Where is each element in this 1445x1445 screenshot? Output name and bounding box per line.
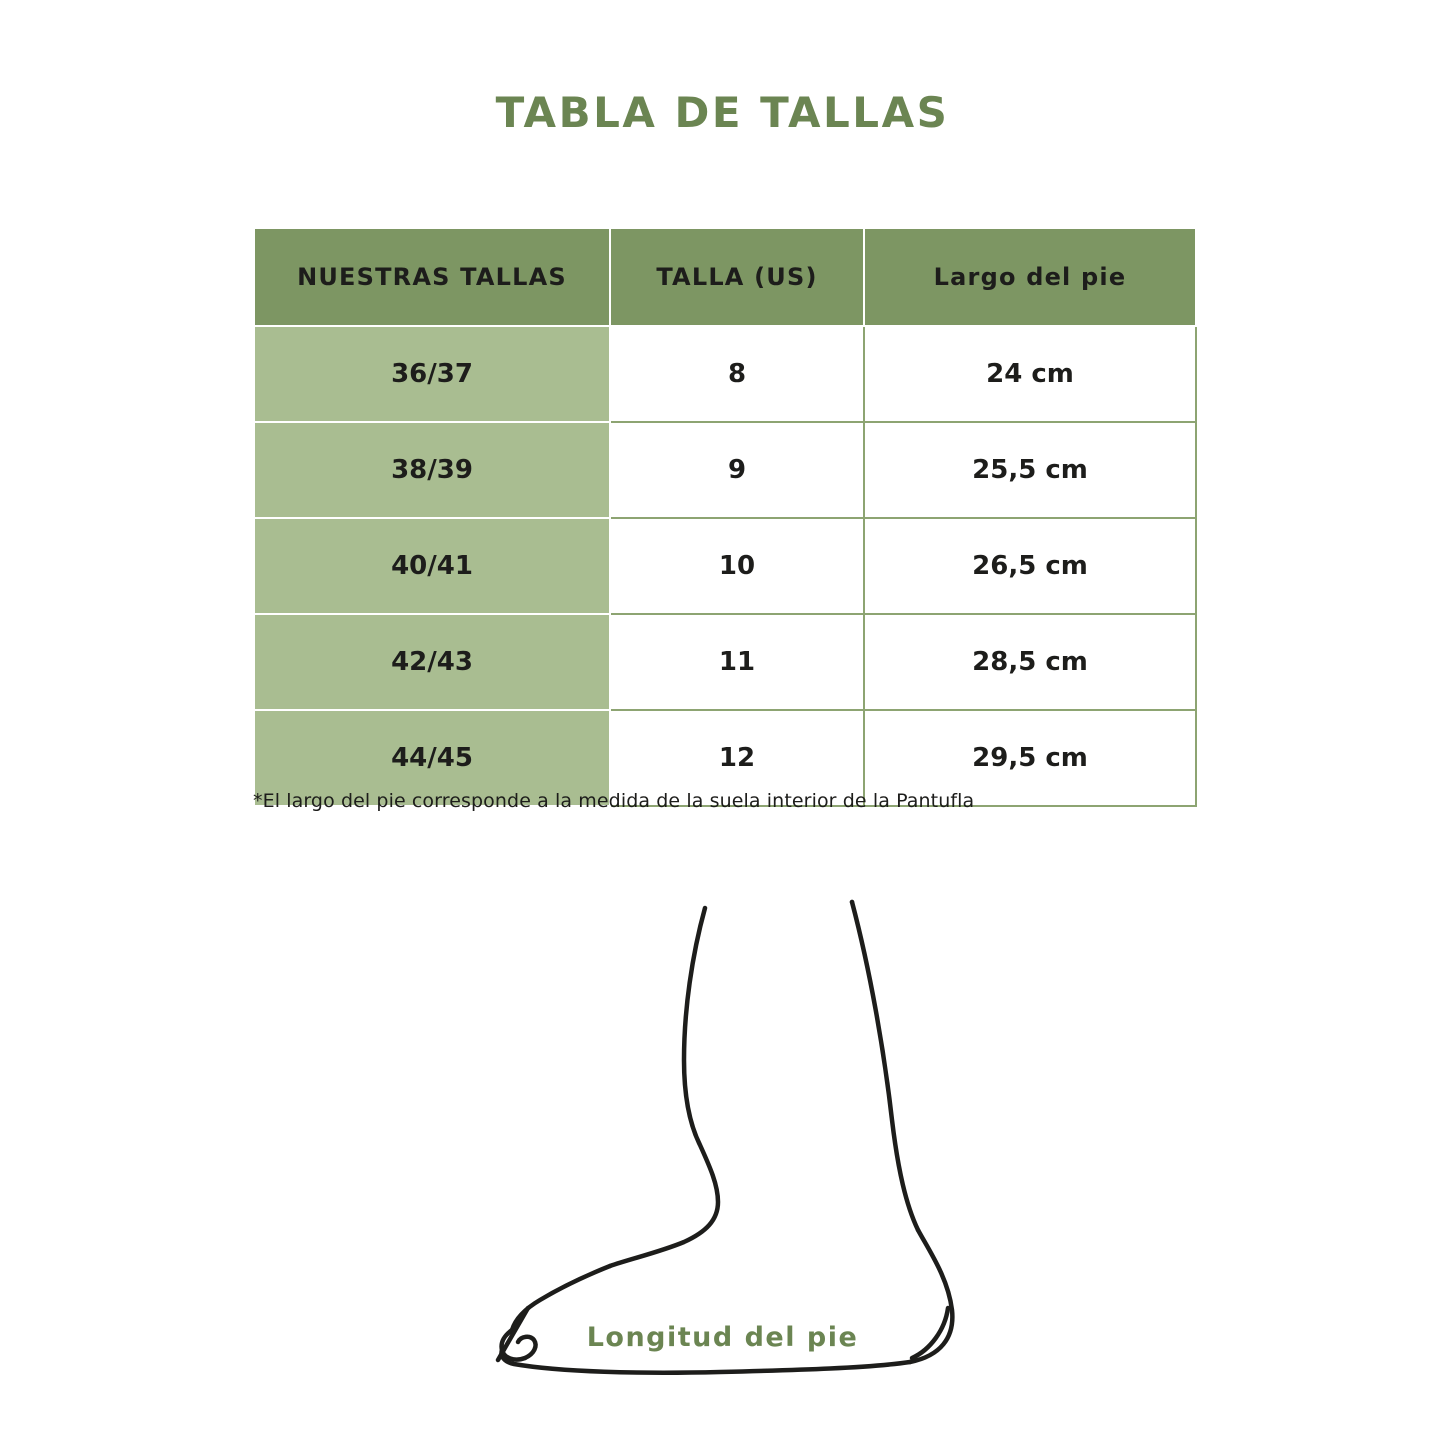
column-header-our-sizes: NUESTRAS TALLAS [254, 228, 610, 326]
cell-foot-length: 24 cm [864, 326, 1196, 422]
table-header-row [254, 228, 1196, 326]
cell-foot-length: 26,5 cm [864, 518, 1196, 614]
illustration-caption: Longitud del pie [586, 1322, 859, 1353]
cell-us-size: 12 [610, 710, 864, 806]
cell-us-size: 9 [610, 422, 864, 518]
foot-illustration [0, 880, 1445, 1380]
cell-our-size: 38/39 [254, 422, 610, 518]
column-header-foot-length: Largo del pie [864, 228, 1196, 326]
table-row [254, 422, 1196, 518]
cell-our-size: 42/43 [254, 614, 610, 710]
cell-foot-length: 25,5 cm [864, 422, 1196, 518]
cell-us-size: 8 [610, 326, 864, 422]
size-table-container [253, 227, 1183, 807]
size-table [253, 227, 1197, 807]
foot-side-profile-icon [0, 880, 1445, 1380]
column-header-us-size: TALLA (US) [610, 228, 864, 326]
cell-our-size: 44/45 [254, 710, 610, 806]
table-row [254, 518, 1196, 614]
table-row [254, 326, 1196, 422]
cell-us-size: 11 [610, 614, 864, 710]
table-row [254, 614, 1196, 710]
cell-our-size: 36/37 [254, 326, 610, 422]
table-header [254, 228, 1196, 326]
cell-foot-length: 28,5 cm [864, 614, 1196, 710]
table-body [254, 326, 1196, 806]
page-title: TABLA DE TALLAS [495, 88, 950, 137]
table-footnote: *El largo del pie corresponde a la medida de la suela interior de la Pantufla [253, 790, 975, 812]
cell-us-size: 10 [610, 518, 864, 614]
cell-our-size: 40/41 [254, 518, 610, 614]
cell-foot-length: 29,5 cm [864, 710, 1196, 806]
